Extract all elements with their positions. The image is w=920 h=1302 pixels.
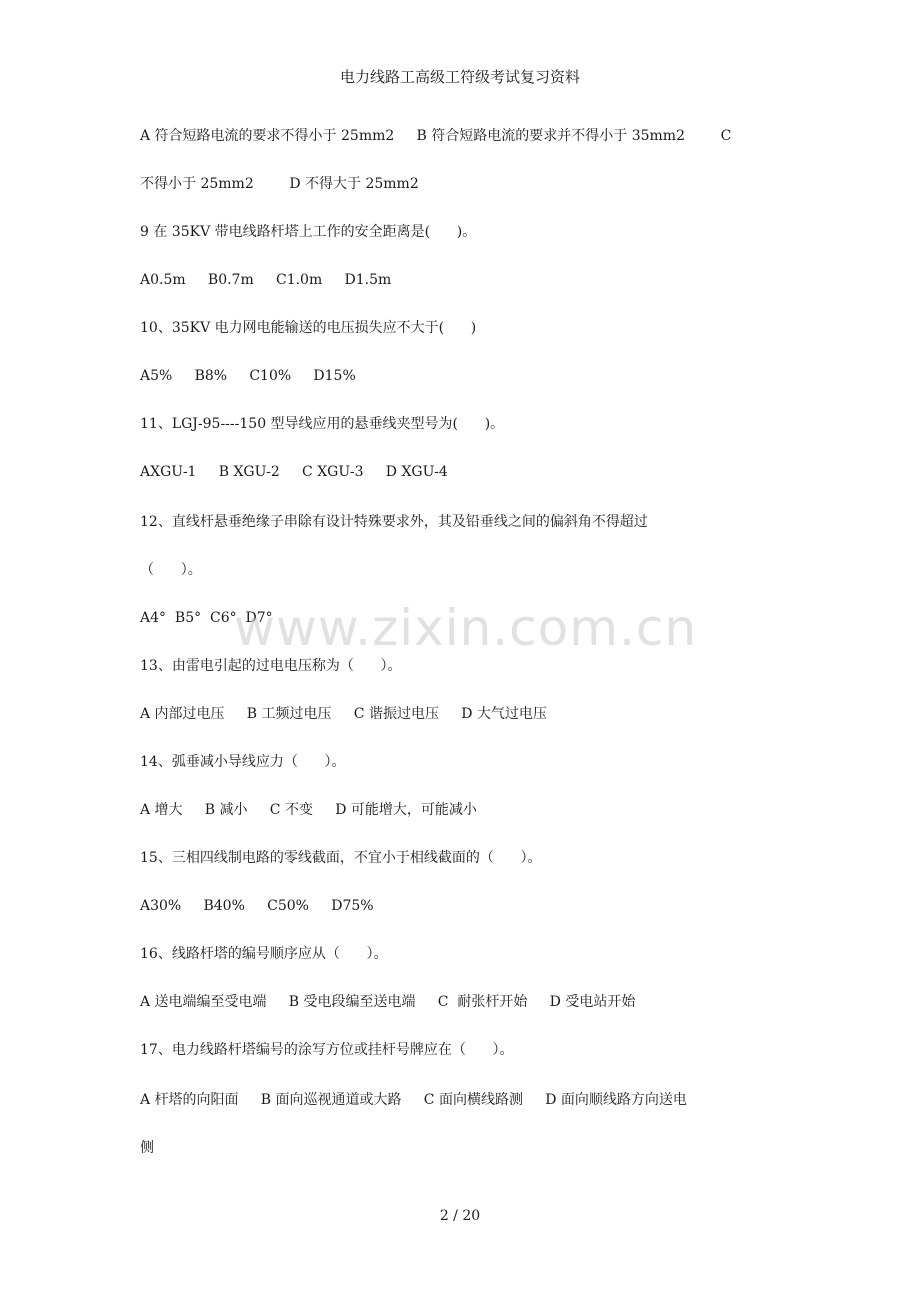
question-10: 10、35KV 电力网电能输送的电压损失应不大于( ) xyxy=(140,320,477,336)
page-number: 2 / 20 xyxy=(439,1208,481,1224)
question-9: 9 在 35KV 带电线路杆塔上工作的安全距离是( )。 xyxy=(140,224,477,240)
options-12: A4° B5° C6° D7° xyxy=(140,610,273,626)
question-15: 15、三相四线制电路的零线截面，不宜小于相线截面的（ ）。 xyxy=(140,850,542,866)
question-12-blank: （ ）。 xyxy=(140,562,202,578)
question-12: 12、直线杆悬垂绝缘子串除有设计特殊要求外，其及铅垂线之间的偏斜角不得超过 xyxy=(140,514,648,530)
options-15: A30% B40% C50% D75% xyxy=(140,898,374,914)
options-13: A 内部过电压 B 工频过电压 C 谐振过电压 D 大气过电压 xyxy=(140,706,547,722)
question-13: 13、由雷电引起的过电电压称为（ ）。 xyxy=(140,658,402,674)
question-14: 14、弧垂减小导线应力（ ）。 xyxy=(140,754,346,770)
option-line-8a: A 符合短路电流的要求不得小于 25mm2 B 符合短路电流的要求并不得小于 35mm2 C xyxy=(140,128,732,144)
options-17-continued: 侧 xyxy=(140,1140,154,1156)
options-11: AXGU-1 B XGU-2 C XGU-3 D XGU-4 xyxy=(140,464,448,480)
option-line-8b: 不得小于 25mm2 D 不得大于 25mm2 xyxy=(140,176,419,192)
question-16: 16、线路杆塔的编号顺序应从（ ）。 xyxy=(140,946,388,962)
watermark: www.zixin.com.cn xyxy=(234,599,698,657)
page-header: 电力线路工高级工符级考试复习资料 xyxy=(339,68,580,86)
options-17: A 杆塔的向阳面 B 面向巡视通道或大路 C 面向横线路测 D 面向顺线路方向送电 xyxy=(140,1092,687,1108)
options-9: A0.5m B0.7m C1.0m D1.5m xyxy=(140,272,392,288)
question-17: 17、电力线路杆塔编号的涂写方位或挂杆号牌应在（ ）。 xyxy=(140,1042,514,1058)
question-11: 11、LGJ-95----150 型导线应用的悬垂线夹型号为( )。 xyxy=(140,416,505,432)
options-16: A 送电端编至受电端 B 受电段编至送电端 C 耐张杆开始 D 受电站开始 xyxy=(140,994,636,1010)
options-14: A 增大 B 减小 C 不变 D 可能增大，可能减小 xyxy=(140,802,477,818)
options-10: A5% B8% C10% D15% xyxy=(140,368,356,384)
